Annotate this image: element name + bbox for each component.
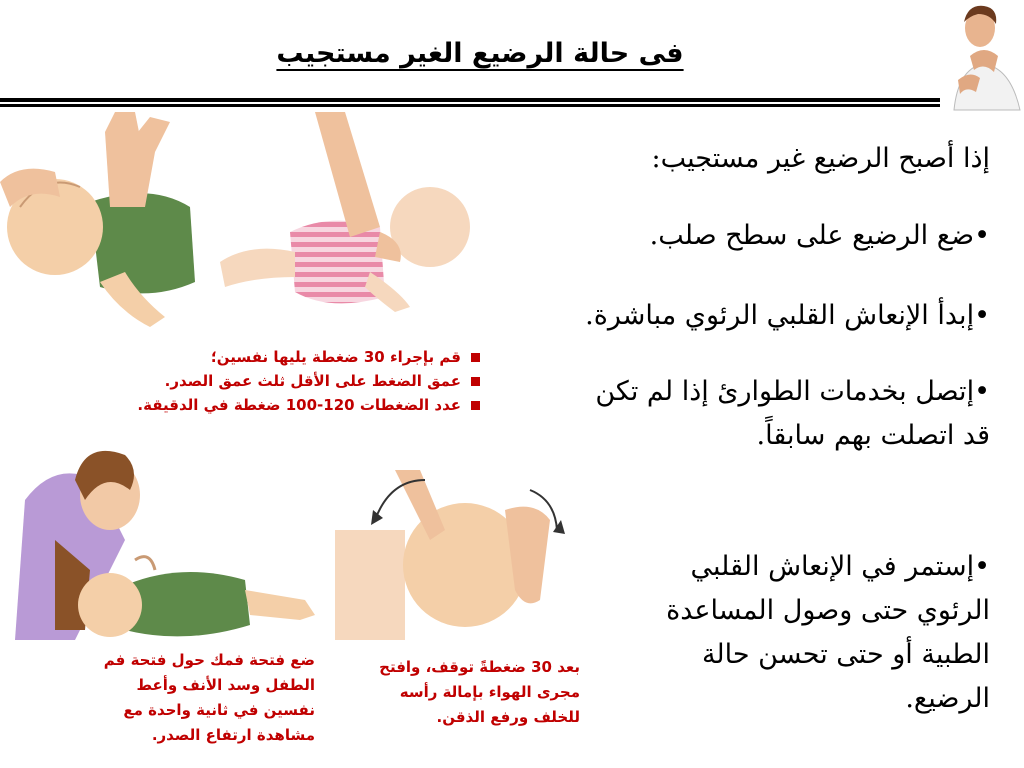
step-line: قد اتصلت بهم سابقاً. bbox=[756, 420, 990, 451]
page-title: فى حالة الرضيع الغير مستجيب bbox=[276, 38, 684, 69]
caption-line: نفسين في ثانية واحدة مع bbox=[123, 701, 315, 719]
caption-line: للخلف ورفع الذقن. bbox=[436, 708, 580, 726]
note-text: عدد الضغطات 120-100 ضغطة في الدقيقة. bbox=[137, 396, 461, 414]
list-item bbox=[60, 345, 480, 369]
list-item bbox=[60, 369, 480, 393]
step-line: الرضيع. bbox=[905, 683, 990, 714]
header-rule-bottom bbox=[0, 104, 950, 107]
infant-compression-illustration bbox=[210, 112, 480, 312]
note-text: قم بإجراء 30 ضغطة يليها نفسين؛ bbox=[210, 348, 461, 366]
rescue-breaths-illustration bbox=[15, 440, 320, 640]
red-square-bullet-icon bbox=[471, 401, 480, 410]
caption-line: بعد 30 ضغطةً توقف، وافتح bbox=[379, 658, 580, 676]
red-square-bullet-icon bbox=[471, 353, 480, 362]
caption-line: ضع فتحة فمك حول فتحة فم bbox=[103, 651, 315, 669]
instructions-intro: إذا أصبح الرضيع غير مستجيب: bbox=[651, 143, 990, 174]
choking-man-icon bbox=[940, 0, 1024, 110]
caption-line: مشاهدة ارتفاع الصدر. bbox=[151, 726, 315, 744]
instruction-step-1: •ضع الرضيع على سطح صلب. bbox=[649, 220, 990, 251]
instruction-step-2: •إبدأ الإنعاش القلبي الرئوي مباشرة. bbox=[585, 300, 990, 331]
compression-notes bbox=[60, 345, 480, 417]
list-item bbox=[60, 393, 480, 417]
step-line: •إستمر في الإنعاش القلبي bbox=[690, 551, 990, 582]
caption-line: مجرى الهواء بإمالة رأسه bbox=[399, 683, 580, 701]
infant-head-tilt-illustration bbox=[0, 112, 200, 332]
instruction-step-4 bbox=[580, 545, 990, 721]
step-line: الرئوي حتى وصول المساعدة bbox=[666, 595, 990, 626]
caption-open-airway bbox=[335, 655, 580, 730]
airway-open-illustration bbox=[335, 470, 565, 640]
caption-rescue-breaths bbox=[15, 648, 315, 748]
step-line: •إتصل بخدمات الطوارئ إذا لم تكن bbox=[595, 376, 990, 407]
note-text: عمق الضغط على الأقل ثلث عمق الصدر. bbox=[164, 372, 461, 390]
instruction-step-3 bbox=[480, 370, 990, 458]
caption-line: الطفل وسد الأنف وأعط bbox=[136, 676, 315, 694]
red-square-bullet-icon bbox=[471, 377, 480, 386]
header-rule-top bbox=[0, 98, 1010, 102]
step-line: الطبية أو حتى تحسن حالة bbox=[701, 639, 990, 670]
